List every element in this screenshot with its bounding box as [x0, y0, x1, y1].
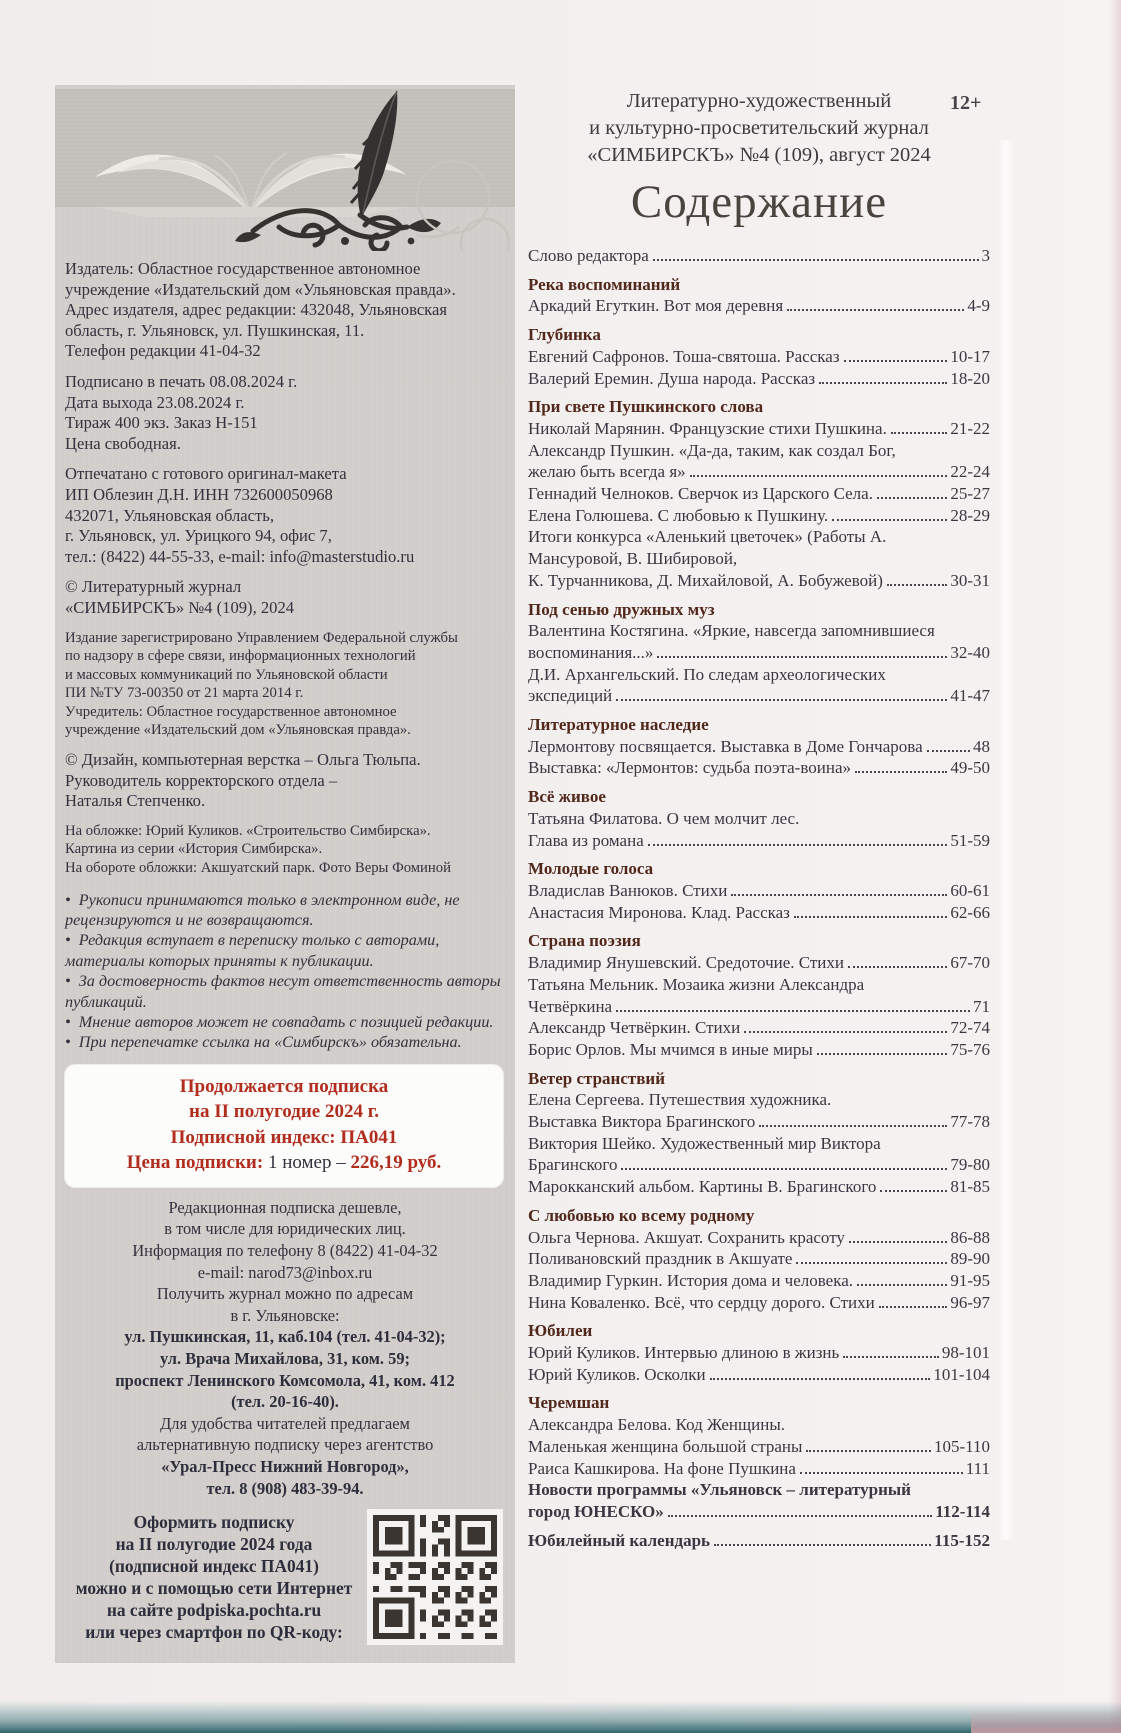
- toc-entry-text: Валерий Еремин. Душа народа. Рассказ: [528, 368, 816, 388]
- toc-entry-line: [528, 245, 990, 267]
- toc-page-number: 79-80: [950, 1155, 990, 1175]
- toc-page-number: 112-114: [935, 1501, 990, 1521]
- toc-section-heading: Страна поэзия: [528, 931, 641, 951]
- qr-row: [65, 1509, 505, 1645]
- qr-instruction-line: Оформить подписку: [133, 1512, 295, 1533]
- subscription-detail-line: «Урал-Пресс Нижний Новгород»,: [161, 1457, 409, 1476]
- imprint-line: учреждение «Издательский дом «Ульяновская правда».: [65, 722, 411, 739]
- toc-leader-dots: [877, 497, 947, 499]
- toc-entry-text: К. Турчанникова, Д. Михайловой, А. Бобужевой): [528, 570, 883, 590]
- qr-code-icon: [367, 1509, 503, 1645]
- toc-entry-line: [528, 548, 990, 570]
- toc-section: [528, 1205, 990, 1314]
- imprint-line: Телефон редакции 41-04-32: [65, 341, 261, 361]
- imprint-line: ИП Облезин Д.Н. ИНН 732600050968: [65, 484, 333, 504]
- toc-page-number: 62-66: [950, 902, 990, 922]
- toc-leader-dots: [848, 966, 947, 968]
- imprint-line: Адрес издателя, адрес редакции: 432048, Ульяновская: [65, 300, 447, 320]
- toc-page-number: 105-110: [933, 1436, 990, 1456]
- subscription-detail-line: Редакционная подписка дешевле,: [168, 1197, 402, 1217]
- toc-leader-dots: [891, 432, 948, 434]
- toc-page-number: 32-40: [950, 642, 990, 662]
- toc-entry-text: Поливановский праздник в Акшуате: [528, 1249, 793, 1269]
- imprint-block: [65, 259, 505, 362]
- subscription-price-line: [71, 1150, 497, 1176]
- toc-leader-dots: [855, 771, 947, 773]
- toc-page-number: 18-20: [950, 368, 990, 388]
- toc-page-number: 28-29: [950, 505, 990, 525]
- toc-entry-text: Геннадий Челноков. Сверчок из Царского Села.: [528, 484, 873, 504]
- imprint-line: Руководитель корректорского отдела –: [65, 770, 338, 790]
- toc-section: [528, 786, 990, 851]
- toc-entry-text: Глава из романа: [528, 830, 644, 850]
- subscription-detail-line: (тел. 20-16-40).: [231, 1392, 339, 1412]
- toc-entry-line: [528, 1017, 990, 1039]
- toc-leader-dots: [880, 1190, 947, 1192]
- imprint-line: Дата выхода 23.08.2024 г.: [65, 392, 245, 412]
- toc-page-number: 98-101: [941, 1343, 990, 1363]
- editorial-note: • Рукописи принимаются только в электронном виде, не рецензируются и не возвращаются.: [65, 890, 460, 930]
- left-column-content: [55, 251, 515, 1659]
- toc-entry-line: [528, 1342, 990, 1364]
- toc-entry-line: [528, 1111, 990, 1133]
- toc-leader-dots: [616, 699, 947, 701]
- toc-entry-text: Марокканский альбом. Картины В. Брагинского: [528, 1177, 877, 1197]
- toc-entry-text: Николай Марянин. Французские стихи Пушкина.: [528, 418, 887, 438]
- imprint-block: [65, 750, 505, 812]
- toc-entry-text: Новости программы «Ульяновск – литературный: [528, 1480, 911, 1500]
- toc-section-heading: С любовью ко всему родному: [528, 1205, 755, 1225]
- toc-entry-line: [528, 1501, 990, 1523]
- toc-leader-dots: [657, 656, 947, 658]
- toc-entry-line: [528, 368, 990, 390]
- qr-instruction-line: можно и с помощью сети Интернет: [75, 1578, 353, 1599]
- page-title: Содержание: [630, 176, 888, 228]
- scan-edge-corner: [971, 1709, 1121, 1733]
- toc-leader-dots: [653, 259, 979, 261]
- imprint-block: [65, 372, 505, 454]
- price-value: 226,19 руб.: [350, 1152, 442, 1174]
- toc-page-number: 49-50: [950, 758, 990, 778]
- toc-entry-text: Маленькая женщина большой страны: [528, 1436, 803, 1456]
- imprint-line: © Дизайн, компьютерная верстка – Ольга Тюльпа.: [65, 750, 421, 770]
- toc-page-number: 41-47: [950, 686, 990, 706]
- scan-edge-bottom: [0, 1701, 1121, 1733]
- toc-leader-dots: [714, 1544, 931, 1546]
- toc-leader-dots: [843, 1356, 939, 1358]
- toc-page-number: 3: [981, 246, 990, 265]
- toc-entry-text: Юбилейный календарь: [528, 1530, 711, 1550]
- toc-leader-dots: [710, 1378, 931, 1380]
- toc-entry-line: [528, 1089, 990, 1111]
- toc-page-number: 77-78: [950, 1112, 990, 1132]
- toc-leader-dots: [744, 1031, 947, 1033]
- toc-section: [528, 930, 990, 1060]
- toc-section: [528, 714, 990, 779]
- toc-entry-text: Владимир Гуркин. История дома и человека.: [528, 1270, 854, 1290]
- toc-entry-line: [528, 440, 990, 462]
- toc-entry-line: [528, 295, 990, 317]
- toc-page-number: 51-59: [950, 830, 990, 850]
- imprint-line: Подписано в печать 08.08.2024 г.: [65, 371, 298, 391]
- toc-page-number: 48: [973, 736, 990, 756]
- imprint-line: Наталья Степченко.: [65, 791, 206, 811]
- toc-entry-text: Татьяна Мельник. Мозаика жизни Александра: [528, 974, 865, 994]
- toc-entry-line: [528, 974, 990, 996]
- toc-section-heading: Черемшан: [528, 1393, 610, 1413]
- toc-page-number: 71: [973, 996, 990, 1016]
- toc-entry-text: Валентина Костягина. «Яркие, навсегда запомнившиеся: [528, 621, 935, 641]
- journal-issue-line: «СИМБИРСКЪ» №4 (109), август 2024: [587, 144, 931, 166]
- toc-page-number: 86-88: [950, 1227, 990, 1247]
- toc-page-number: 91-95: [950, 1270, 990, 1290]
- toc-section-heading: При свете Пушкинского слова: [528, 397, 764, 417]
- subscription-box: [65, 1065, 503, 1187]
- toc-entry-text: Анастасия Миронова. Клад. Рассказ: [528, 902, 790, 922]
- toc-entry-line: [528, 461, 990, 483]
- toc-entry-line: [528, 1292, 990, 1314]
- toc-section-heading: Глубинка: [528, 325, 601, 345]
- toc-entry-line: [528, 664, 990, 686]
- subscription-detail-line: e-mail: narod73@inbox.ru: [197, 1262, 373, 1282]
- toc-entry-line: [528, 483, 990, 505]
- toc-entry-line: [528, 1414, 990, 1436]
- toc-section: [528, 396, 990, 591]
- subscription-detail-line: проспект Ленинского Комсомола, 41, ком. 412: [115, 1370, 455, 1390]
- toc-entry-line: [528, 1364, 990, 1386]
- imprint-line: тел.: (8422) 44-55-33, e-mail: info@masterstudio.ru: [65, 546, 415, 566]
- journal-subtitle-line1: Литературно-художественный: [626, 90, 892, 112]
- toc-section: [528, 245, 990, 267]
- imprint-line: «СИМБИРСКЪ» №4 (109), 2024: [65, 597, 295, 617]
- subscription-detail-line: тел. 8 (908) 483-39-94.: [206, 1478, 364, 1498]
- imprint-line: На обороте обложки: Акшуатский парк. Фото Веры Фоминой: [65, 860, 451, 877]
- toc-entry-text: Евгений Сафронов. Тоша-святоша. Рассказ: [528, 346, 840, 366]
- toc-leader-dots: [616, 1010, 970, 1012]
- imprint-line: учреждение «Издательский дом «Ульяновская правда».: [65, 279, 456, 299]
- subscription-line: Продолжается подписка: [179, 1075, 389, 1097]
- toc-section-heading: Река воспоминаний: [528, 274, 681, 294]
- editorial-note: • Мнение авторов может не совпадать с позицией редакции.: [65, 1013, 494, 1032]
- subscription-detail-line: ул. Врача Михайлова, 31, ком. 59;: [160, 1349, 410, 1369]
- journal-subtitle-line2: и культурно-просветительский журнал: [589, 117, 929, 139]
- editorial-note: • За достоверность фактов несут ответственность авторы публикаций.: [65, 972, 501, 1011]
- toc-section-heading: Молодые голоса: [528, 859, 654, 879]
- toc-leader-dots: [844, 360, 948, 362]
- toc-section-heading: Всё живое: [528, 787, 606, 807]
- imprint-line: 432071, Ульяновская область,: [65, 505, 274, 525]
- toc-entry-line: [528, 1270, 990, 1292]
- toc-leader-dots: [832, 519, 947, 521]
- toc-leader-dots: [887, 584, 947, 586]
- imprint-line: и массовых коммуникаций по Ульяновской области: [65, 666, 388, 683]
- toc-section: [528, 858, 990, 923]
- toc-entry-text: Брагинского: [528, 1155, 618, 1175]
- toc-leader-dots: [800, 1472, 963, 1474]
- toc-leader-dots: [819, 382, 947, 384]
- toc-leader-dots: [857, 1284, 947, 1286]
- toc-leader-dots: [621, 1168, 947, 1170]
- editorial-note: • При перепечатке ссылка на «Симбирскъ» обязательна.: [65, 1033, 462, 1052]
- toc-section: [528, 1392, 990, 1522]
- toc-page-number: 30-31: [950, 570, 990, 590]
- imprint-line: г. Ульяновск, ул. Урицкого 94, офис 7,: [65, 526, 332, 546]
- toc-section-heading: Юбилеи: [528, 1321, 593, 1341]
- imprint-line: Издание зарегистрировано Управлением Федеральной службы: [65, 629, 458, 646]
- toc-entry-line: [528, 902, 990, 924]
- imprint-block: [65, 577, 505, 618]
- toc-entry-text: экспедиций: [528, 686, 613, 706]
- toc-page-number: 10-17: [950, 346, 990, 366]
- toc-entry-line: [528, 346, 990, 368]
- contents-column: [528, 88, 990, 1551]
- toc-entry-text: Владимир Янушевский. Средоточие. Стихи: [528, 953, 845, 973]
- subscription-detail-line: Информация по телефону 8 (8422) 41-04-32: [132, 1241, 438, 1261]
- toc-entry-text: Юрий Куликов. Интервью длиною в жизнь: [528, 1343, 840, 1363]
- imprint-block: [65, 629, 505, 741]
- book-quill-graphic: [55, 85, 515, 251]
- toc-entry-text: город ЮНЕСКО»: [528, 1501, 664, 1521]
- toc-entry-text: Выставка Виктора Брагинского: [528, 1112, 756, 1132]
- toc-leader-dots: [806, 1450, 931, 1452]
- toc-entry-text: Четвёркина: [528, 996, 613, 1016]
- toc-section-heading: Ветер странствий: [528, 1068, 666, 1088]
- toc-entry-text: Итоги конкурса «Аленький цветочек» (Работы А.: [528, 527, 887, 547]
- toc-entry-line: [528, 1133, 990, 1155]
- toc-section: [528, 1530, 990, 1552]
- toc-entry-line: [528, 808, 990, 830]
- toc-entry-text: Юрий Куликов. Осколки: [528, 1364, 706, 1384]
- toc-leader-dots: [849, 1241, 947, 1243]
- imprint-line: Картина из серии «История Симбирска».: [65, 841, 323, 858]
- imprint-line: ПИ №ТУ 73-00350 от 21 марта 2014 г.: [65, 685, 304, 702]
- toc-entry-line: [528, 736, 990, 758]
- toc-entry-text: Александр Четвёркин. Стихи: [528, 1018, 741, 1038]
- toc-section: [528, 1068, 990, 1198]
- table-of-contents: [528, 245, 990, 1551]
- toc-page-number: 75-76: [950, 1039, 990, 1059]
- toc-entry-line: [528, 1458, 990, 1480]
- toc-leader-dots: [731, 894, 947, 896]
- toc-entry-text: Ольга Чернова. Акшуат. Сохранить красоту: [528, 1227, 845, 1247]
- toc-entry-text: воспоминания...»: [528, 642, 654, 662]
- toc-entry-text: Нина Коваленко. Всё, что сердцу дорого. Стихи: [528, 1292, 875, 1312]
- toc-entry-line: [528, 1479, 990, 1501]
- subscription-detail-line: альтернативную подписку через агентство: [136, 1435, 434, 1455]
- journal-masthead: [528, 88, 990, 169]
- toc-page-number: 111: [965, 1458, 990, 1478]
- qr-instruction-line: или через смартфон по QR-коду:: [85, 1622, 343, 1643]
- toc-section-heading: Литературное наследие: [528, 715, 709, 735]
- toc-entry-text: Александр Пушкин. «Да-да, таким, как создал Бог,: [528, 440, 896, 460]
- qr-instructions: [65, 1511, 363, 1645]
- toc-entry-text: Елена Голюшева. С любовью к Пушкину.: [528, 505, 829, 525]
- toc-leader-dots: [796, 1262, 947, 1264]
- toc-entry-text: Слово редактора: [528, 246, 649, 265]
- subscription-detail-line: Для удобства читателей предлагаем: [160, 1413, 410, 1433]
- toc-leader-dots: [927, 750, 970, 752]
- toc-page-number: 25-27: [950, 484, 990, 504]
- imprint-line: Цена свободная.: [65, 433, 181, 453]
- imprint-block: [65, 464, 505, 567]
- toc-entry-text: Раиса Кашкирова. На фоне Пушкина: [528, 1458, 796, 1478]
- subscription-details: [65, 1197, 505, 1499]
- toc-leader-dots: [759, 1125, 947, 1127]
- imprint-line: © Литературный журнал: [65, 577, 242, 597]
- toc-entry-text: Мансуровой, В. Шибировой,: [528, 549, 738, 569]
- age-badge: 12+: [950, 92, 982, 114]
- toc-page-number: 60-61: [950, 880, 990, 900]
- toc-entry-line: [528, 996, 990, 1018]
- book-quill-illustration: [55, 85, 515, 251]
- toc-entry-line: [528, 1039, 990, 1061]
- toc-page-number: 89-90: [950, 1249, 990, 1269]
- toc-section-heading: Под сенью дружных муз: [528, 599, 715, 619]
- toc-entry-line: [528, 830, 990, 852]
- toc-entry-text: Аркадий Егуткин. Вот моя деревня: [528, 296, 784, 316]
- toc-leader-dots: [817, 1053, 948, 1055]
- qr-instruction-line: (подписной индекс ПА041): [109, 1556, 319, 1577]
- toc-entry-line: [528, 1530, 990, 1552]
- toc-page-number: 81-85: [950, 1177, 990, 1197]
- toc-entry-line: [528, 880, 990, 902]
- toc-section: [528, 274, 990, 317]
- qr-instruction-line: на сайте podpiska.pochta.ru: [106, 1600, 322, 1621]
- toc-entry-text: Елена Сергеева. Путешествия художника.: [528, 1090, 832, 1110]
- toc-page-number: 96-97: [950, 1292, 990, 1312]
- toc-entry-line: [528, 757, 990, 779]
- price-quantity: 1 номер –: [263, 1152, 351, 1174]
- subscription-detail-line: в г. Ульяновске:: [230, 1305, 340, 1325]
- toc-leader-dots: [787, 309, 964, 311]
- toc-entry-line: [528, 1248, 990, 1270]
- toc-entry-text: Борис Орлов. Мы мчимся в иные миры: [528, 1039, 813, 1059]
- left-column: [55, 85, 515, 1663]
- editorial-notes: [65, 890, 505, 1053]
- subscription-line: Подписной индекс: ПА041: [170, 1126, 398, 1148]
- subscription-line: на II полугодие 2024 г.: [189, 1101, 379, 1123]
- editorial-note: • Редакция вступает в переписку только с авторами, материалы которых приняты к публикации.: [65, 931, 440, 970]
- toc-entry-line: [528, 642, 990, 664]
- imprint-line: Издатель: Областное государственное автономное: [65, 259, 421, 278]
- imprint-line: Тираж 400 экз. Заказ Н-151: [65, 413, 258, 433]
- imprint-line: Отпечатано с готового оригинал-макета: [65, 464, 347, 484]
- toc-entry-line: [528, 685, 990, 707]
- toc-entry-text: Лермонтову посвящается. Выставка в Доме Гончарова: [528, 736, 923, 756]
- toc-entry-text: Татьяна Филатова. О чем молчит лес.: [528, 808, 800, 828]
- toc-leader-dots: [794, 916, 947, 918]
- subscription-detail-line: Получить журнал можно по адресам: [156, 1284, 414, 1304]
- imprint-info: [65, 259, 505, 878]
- toc-page-number: 4-9: [967, 296, 990, 316]
- toc-section: [528, 1320, 990, 1385]
- toc-page-number: 21-22: [950, 418, 990, 438]
- toc-entry-line: [528, 1176, 990, 1198]
- toc-entry-line: [528, 526, 990, 548]
- toc-page-number: 72-74: [950, 1018, 990, 1038]
- toc-page-number: 115-152: [934, 1530, 990, 1550]
- toc-entry-line: [528, 570, 990, 592]
- toc-entry-text: Александра Белова. Код Женщины.: [528, 1415, 785, 1435]
- toc-entry-line: [528, 952, 990, 974]
- qr-instruction-line: на II полугодие 2024 года: [115, 1534, 313, 1555]
- toc-entry-text: желаю быть всегда я»: [528, 462, 686, 482]
- imprint-line: Учредитель: Областное государственное автономное: [65, 703, 397, 720]
- toc-entry-line: [528, 1227, 990, 1249]
- toc-leader-dots: [690, 475, 948, 477]
- toc-entry-text: Виктория Шейко. Художественный мир Виктора: [528, 1133, 881, 1153]
- subscription-detail-line: в том числе для юридических лиц.: [164, 1219, 406, 1239]
- toc-leader-dots: [668, 1515, 932, 1517]
- toc-page-number: 101-104: [933, 1364, 990, 1384]
- subscription-detail-line: ул. Пушкинская, 11, каб.104 (тел. 41-04-32);: [124, 1327, 446, 1347]
- toc-section: [528, 324, 990, 389]
- toc-entry-line: [528, 418, 990, 440]
- toc-entry-line: [528, 1436, 990, 1458]
- imprint-line: по надзору в сфере связи, информационных технологий: [65, 648, 416, 665]
- toc-leader-dots: [648, 844, 948, 846]
- toc-entry-text: Выставка: «Лермонтов: судьба поэта-воина»: [528, 758, 851, 778]
- toc-entry-line: [528, 505, 990, 527]
- toc-entry-text: Д.И. Архангельский. По следам археологических: [528, 664, 886, 684]
- toc-entry-text: Владислав Ванюков. Стихи: [528, 880, 728, 900]
- toc-leader-dots: [879, 1306, 948, 1308]
- imprint-block: [65, 822, 505, 878]
- imprint-line: На обложке: Юрий Куликов. «Строительство Симбирска».: [65, 822, 431, 839]
- price-label: Цена подписки:: [126, 1152, 264, 1174]
- toc-page-number: 67-70: [950, 953, 990, 973]
- toc-section: [528, 599, 990, 708]
- toc-entry-line: [528, 1154, 990, 1176]
- imprint-line: область, г. Ульяновск, ул. Пушкинская, 11.: [65, 320, 365, 340]
- toc-page-number: 22-24: [950, 462, 990, 482]
- scan-edge-right: [1109, 0, 1121, 1733]
- toc-entry-line: [528, 620, 990, 642]
- paper-crease: [998, 140, 1014, 1540]
